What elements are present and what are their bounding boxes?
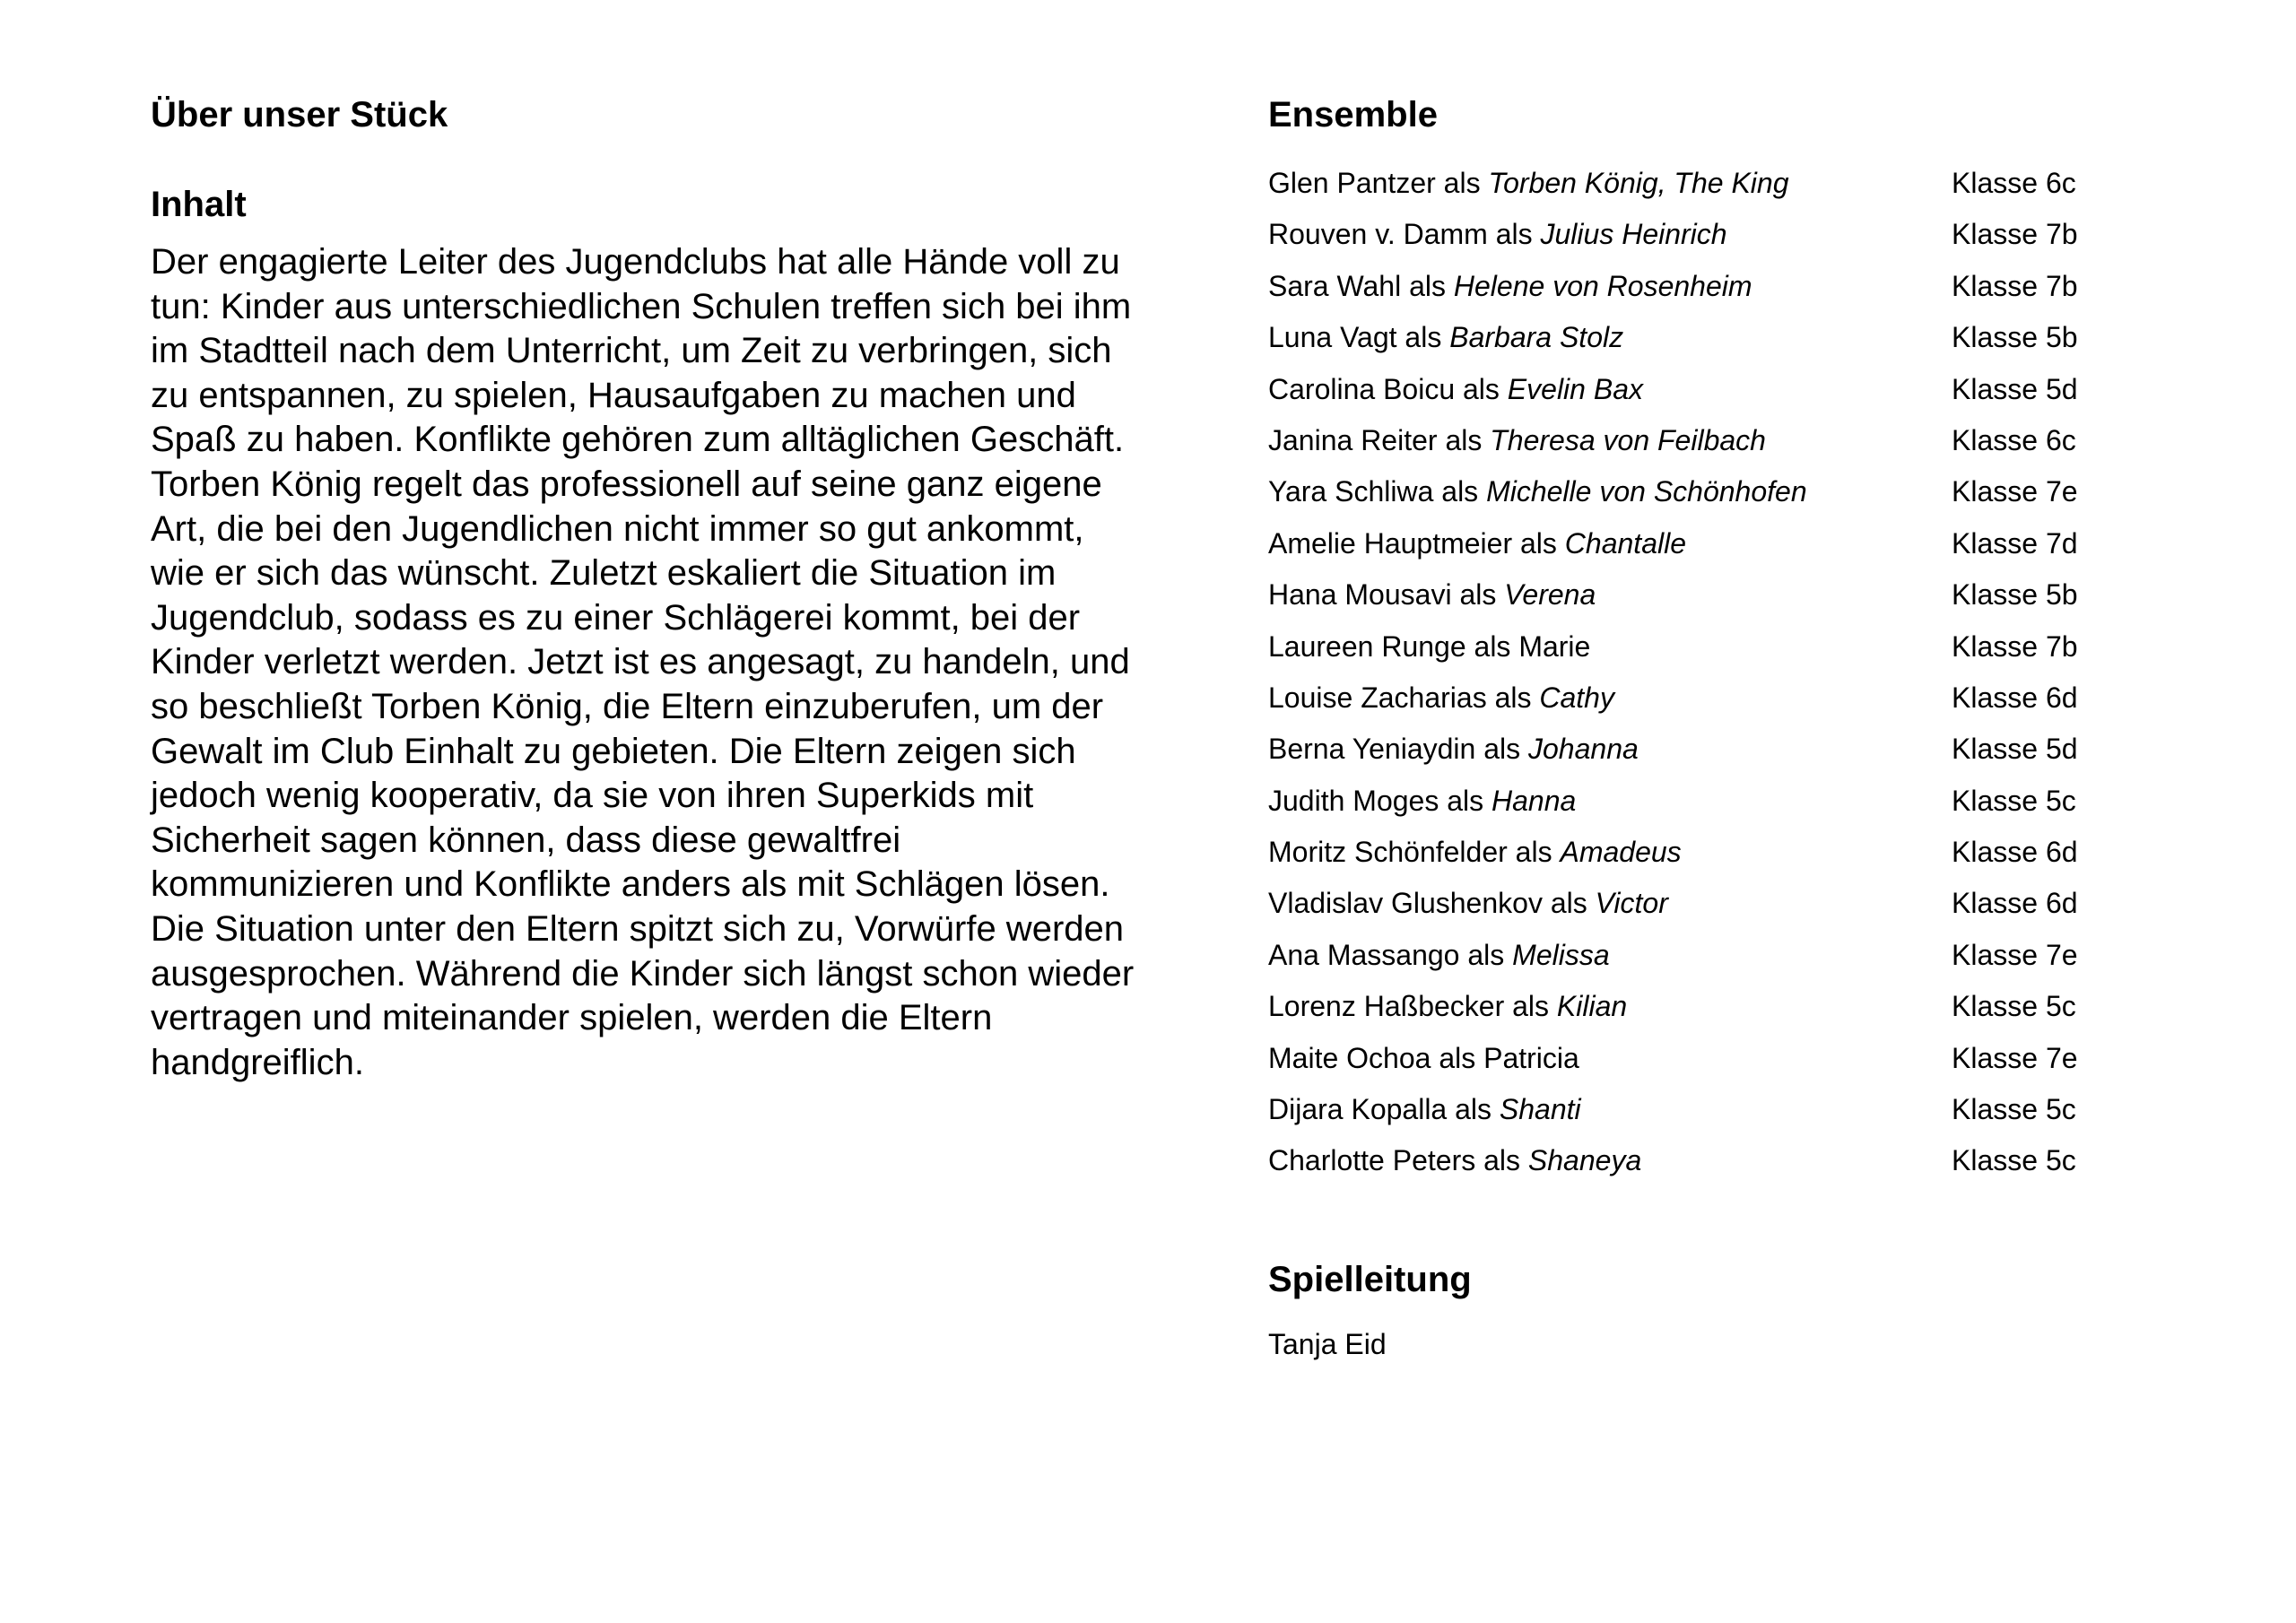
- class-label: Klasse 5c: [1952, 990, 2076, 1023]
- cast-name-cell: [1268, 827, 1952, 878]
- cast-row: [1268, 1033, 2129, 1084]
- class-label: Klasse 5c: [1952, 1093, 2076, 1126]
- cast-row: [1268, 930, 2129, 981]
- actor-name: Hana Mousavi: [1268, 578, 1452, 612]
- als-connector: als: [1437, 423, 1491, 456]
- cast-name-cell: [1268, 776, 1952, 827]
- actor-name: Carolina Boicu: [1268, 372, 1456, 405]
- actor-name: Janina Reiter: [1268, 423, 1438, 456]
- class-label: Klasse 7b: [1952, 629, 2078, 663]
- cast-name-cell: [1268, 569, 1952, 621]
- role-name: Verena: [1504, 578, 1596, 612]
- class-label: Klasse 6d: [1952, 887, 2078, 920]
- credits-column: [1268, 88, 2129, 1370]
- class-label: Klasse 5b: [1952, 321, 2078, 354]
- class-label: Klasse 7d: [1952, 526, 2078, 560]
- als-connector: als: [1475, 733, 1528, 766]
- als-connector: als: [1459, 938, 1513, 971]
- class-label: Klasse 6d: [1952, 681, 2078, 714]
- role-name: Hanna: [1492, 784, 1577, 817]
- als-connector: als: [1401, 269, 1454, 302]
- cast-name-cell: [1268, 621, 1952, 673]
- cast-name-cell: [1268, 518, 1952, 569]
- cast-row: [1268, 981, 2129, 1032]
- cast-name-cell: [1268, 261, 1952, 312]
- role-name: Kilian: [1556, 990, 1628, 1023]
- actor-name: Charlotte Peters: [1268, 1144, 1476, 1177]
- cast-name-cell: [1268, 209, 1952, 260]
- ensemble-heading: Ensemble: [1268, 95, 1438, 135]
- role-name: Theresa von Feilbach: [1490, 423, 1766, 456]
- plot-paragraph-1: Der engagierte Leiter des Jugendclubs hat alle Hände voll zu tun: Kinder aus unterschiedlichen Schulen treffen sich bei ihm im Stadtteil nach dem Unterricht, um Zeit zu verbringen, sich zu entspannen, zu spielen, Hausaufgaben zu machen und Spaß zu haben. Konflikte gehören zum alltäglichen Geschäft.: [151, 242, 1132, 460]
- role-name: Torben König, The King: [1488, 167, 1789, 199]
- cast-name-cell: [1268, 1084, 1952, 1135]
- cast-row: [1268, 724, 2129, 775]
- plot-summary: [151, 240, 1137, 1085]
- cast-row: [1268, 466, 2129, 517]
- spielleitung-heading: Spielleitung: [1268, 1259, 1472, 1299]
- role-name: Amadeus: [1560, 836, 1682, 869]
- role-name: Julius Heinrich: [1540, 218, 1727, 251]
- cast-row: [1268, 518, 2129, 569]
- role-name: Shanti: [1499, 1093, 1581, 1126]
- als-connector: als: [1435, 167, 1489, 199]
- als-connector: als: [1396, 321, 1450, 354]
- actor-name: Louise Zacharias: [1268, 681, 1487, 714]
- plot-paragraph-2: Torben König regelt das professionell auf seine ganz eigene Art, die bei den Jugendlichen nicht immer so gut ankommt, wie er sich das wünscht. Zuletzt eskaliert die Situation im Jugendclub, sodass es zu einer Schlägerei kommt, bei der Kinder verletzt werden. Jetzt ist es angesagt, zu handeln, und so beschließt Torben König, die Eltern einzuberufen, um der Gewalt im Club Einhalt zu gebieten. Die Eltern zeigen sich jedoch wenig kooperativ, da sie von ihren Superkids mit Sicherheit sagen können, dass diese gewaltfrei kommunizieren und Konflikte anders als mit Schlägen lösen. Die Situation unter den Eltern spitzt sich zu, Vorwürfe werden ausgesprochen. Während die Kinder sich längst schon wieder vertragen und miteinander spielen, werden die Eltern handgreiflich.: [151, 464, 1135, 1082]
- cast-row: [1268, 209, 2129, 260]
- about-column: [151, 88, 1137, 1085]
- als-connector: als: [1455, 372, 1508, 405]
- actor-name: Judith Moges: [1268, 784, 1439, 817]
- role-name: Melissa: [1512, 938, 1610, 971]
- actor-name: Maite Ochoa als Patricia: [1268, 1041, 1579, 1074]
- als-connector: als: [1475, 1144, 1528, 1177]
- cast-name-cell: [1268, 878, 1952, 929]
- als-connector: als: [1504, 990, 1557, 1023]
- cast-row: [1268, 261, 2129, 312]
- actor-name: Dijara Kopalla: [1268, 1093, 1448, 1126]
- cast-name-cell: [1268, 312, 1952, 363]
- director-name: Tanja Eid: [1268, 1327, 1387, 1360]
- cast-row: [1268, 827, 2129, 878]
- cast-name-cell: [1268, 1135, 1952, 1186]
- actor-name: Glen Pantzer: [1268, 167, 1436, 199]
- role-name: Victor: [1595, 887, 1668, 920]
- class-label: Klasse 5b: [1952, 578, 2078, 612]
- als-connector: als: [1439, 784, 1492, 817]
- class-label: Klasse 5d: [1952, 733, 2078, 766]
- actor-name: Vladislav Glushenkov: [1268, 887, 1543, 920]
- actor-name: Lorenz Haßbecker: [1268, 990, 1505, 1023]
- cast-name-cell: [1268, 673, 1952, 724]
- role-name: Johanna: [1528, 733, 1639, 766]
- class-label: Klasse 5d: [1952, 372, 2078, 405]
- cast-row: [1268, 621, 2129, 673]
- role-name: Shaneya: [1527, 1144, 1642, 1177]
- cast-row: [1268, 364, 2129, 415]
- actor-name: Luna Vagt: [1268, 321, 1397, 354]
- cast-row: [1268, 673, 2129, 724]
- page-title: Über unser Stück: [151, 95, 448, 135]
- cast-name-cell: [1268, 364, 1952, 415]
- cast-row: [1268, 312, 2129, 363]
- class-label: Klasse 7b: [1952, 218, 2078, 251]
- cast-row: [1268, 1135, 2129, 1186]
- class-label: Klasse 7e: [1952, 1041, 2078, 1074]
- cast-list: [1268, 158, 2129, 1187]
- als-connector: als: [1487, 218, 1541, 251]
- als-connector: als: [1451, 578, 1505, 612]
- class-label: Klasse 6d: [1952, 836, 2078, 869]
- actor-name: Sara Wahl: [1268, 269, 1402, 302]
- als-connector: als: [1507, 836, 1561, 869]
- cast-name-cell: [1268, 415, 1952, 466]
- class-label: Klasse 7b: [1952, 269, 2078, 302]
- class-label: Klasse 6c: [1952, 167, 2076, 199]
- class-label: Klasse 7e: [1952, 475, 2078, 508]
- cast-name-cell: [1268, 981, 1952, 1032]
- als-connector: als: [1486, 681, 1540, 714]
- als-connector: als: [1433, 475, 1487, 508]
- cast-name-cell: [1268, 930, 1952, 981]
- role-name: Chantalle: [1564, 526, 1686, 560]
- actor-name: Laureen Runge als Marie: [1268, 629, 1591, 663]
- cast-name-cell: [1268, 724, 1952, 775]
- cast-row: [1268, 569, 2129, 621]
- cast-row: [1268, 415, 2129, 466]
- class-label: Klasse 5c: [1952, 1144, 2076, 1177]
- class-label: Klasse 5c: [1952, 784, 2076, 817]
- role-name: Helene von Rosenheim: [1453, 269, 1752, 302]
- actor-name: Yara Schliwa: [1268, 475, 1434, 508]
- cast-row: [1268, 776, 2129, 827]
- als-connector: als: [1512, 526, 1565, 560]
- cast-name-cell: [1268, 158, 1952, 209]
- cast-row: [1268, 158, 2129, 209]
- class-label: Klasse 6c: [1952, 423, 2076, 456]
- cast-name-cell: [1268, 1033, 1952, 1084]
- role-name: Evelin Bax: [1507, 372, 1643, 405]
- als-connector: als: [1447, 1093, 1500, 1126]
- class-label: Klasse 7e: [1952, 938, 2078, 971]
- cast-row: [1268, 1084, 2129, 1135]
- role-name: Barbara Stolz: [1449, 321, 1624, 354]
- actor-name: Ana Massango: [1268, 938, 1460, 971]
- cast-row: [1268, 878, 2129, 929]
- inhalt-heading: Inhalt: [151, 185, 247, 224]
- actor-name: Berna Yeniaydin: [1268, 733, 1476, 766]
- actor-name: Amelie Hauptmeier: [1268, 526, 1513, 560]
- als-connector: als: [1542, 887, 1596, 920]
- actor-name: Rouven v. Damm: [1268, 218, 1488, 251]
- cast-name-cell: [1268, 466, 1952, 517]
- role-name: Michelle von Schönhofen: [1486, 475, 1807, 508]
- role-name: Cathy: [1539, 681, 1614, 714]
- actor-name: Moritz Schönfelder: [1268, 836, 1508, 869]
